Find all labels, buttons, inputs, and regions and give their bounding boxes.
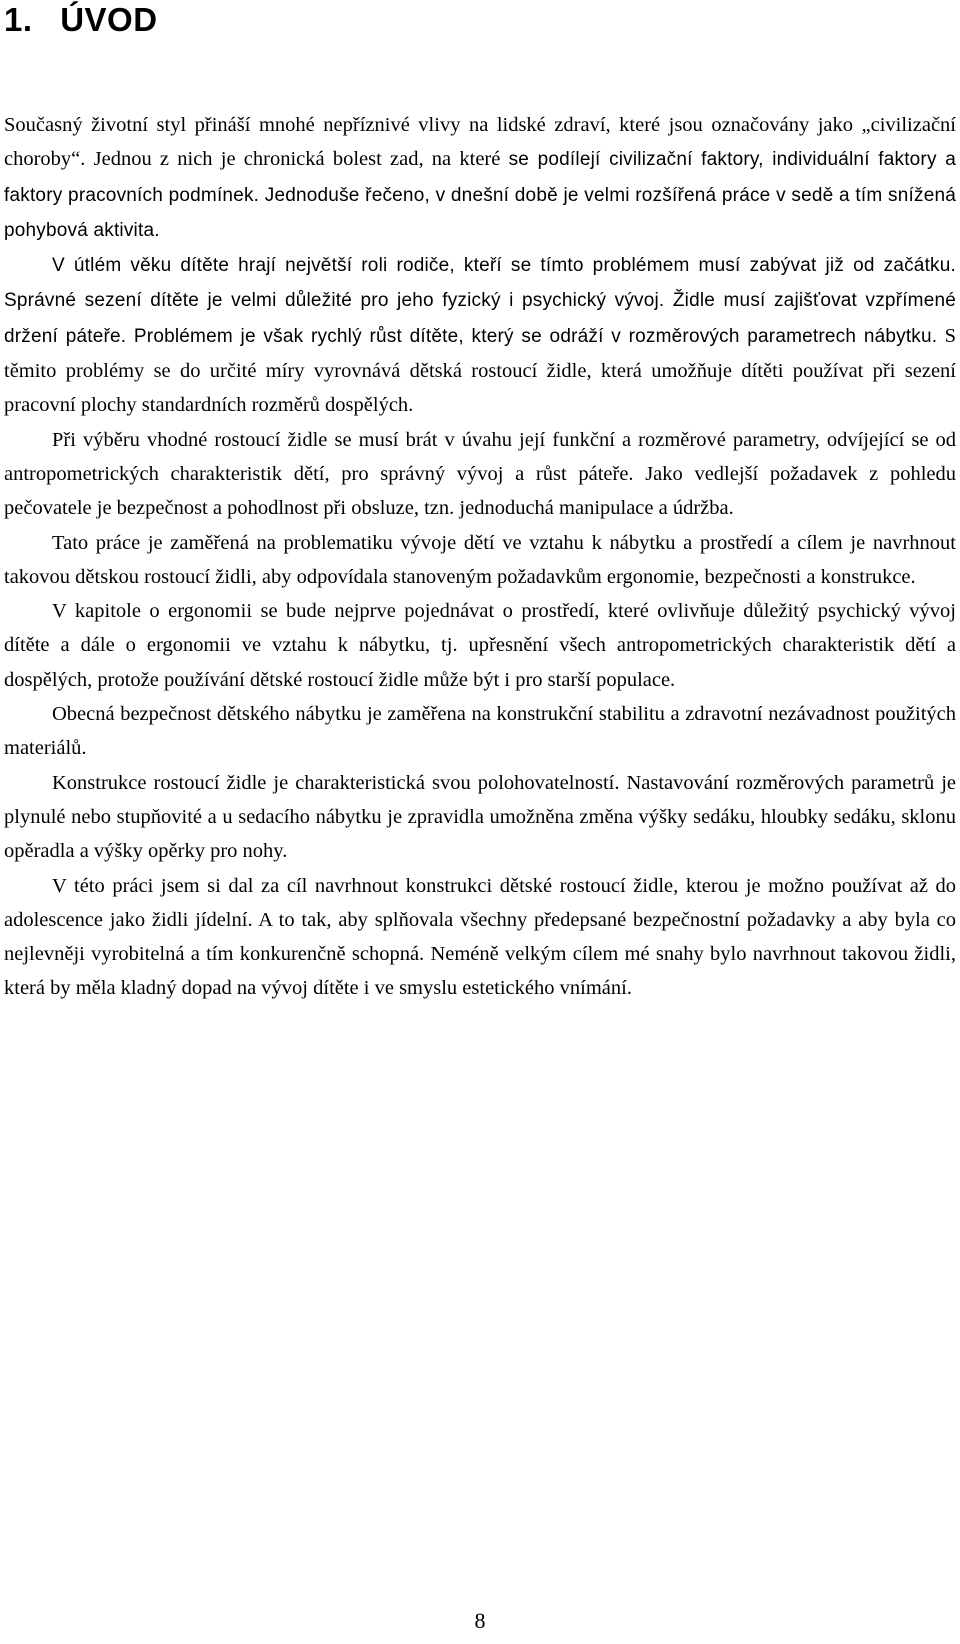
paragraph-text: se podílejí civilizační faktory, individuální faktory a faktory pracovních podmínek. Jednoduše řečeno, v dnešní době je velmi rozšířená práce v sedě a tím snížená pohybová aktivita. [4,149,957,241]
chapter-number: 1. [4,1,33,38]
paragraph [4,108,956,248]
paragraph [4,697,956,766]
paragraph [4,869,956,1006]
paragraph [4,766,956,869]
paragraph [4,248,956,422]
paragraph-text: Konstrukce rostoucí židle je charakteristická svou polohovatelností. Nastavování rozměrových parametrů je plynulé nebo stupňovité a u sedacího nábytku je zpravidla umožněna změna výšky sedáku, hloubky sedáku, sklonu opěradla a výšky opěrky pro nohy. [4,771,956,863]
chapter-title: ÚVOD [60,1,158,38]
paragraph-text: Současný životní styl přináší mnohé nepříznivé vlivy na lidské zdraví, které jsou označovány jako „civilizační choroby“. Jednou z nich je chronická bolest zad, na které [4,114,956,171]
paragraph-text: Obecná bezpečnost dětského nábytku je zaměřena na konstrukční stabilitu a zdravotní nezávadnost použitých materiálů. [4,703,956,760]
paragraph [4,423,956,526]
paragraph [4,594,956,697]
paragraph-text: V kapitole o ergonomii se bude nejprve pojednávat o prostředí, které ovlivňuje důležitý psychický vývoj dítěte a dále o ergonomii ve vztahu k nábytku, tj. upřesnění všech antropometrických charakteristik dětí a dospělých, protože používání dětské rostoucí židle může být i pro starší populace. [4,600,956,691]
paragraph [4,526,956,595]
body-text [4,108,956,1006]
paragraph-text: S těmito problémy se do určité míry vyrovnává dětská rostoucí židle, která umožňuje dítěti používat při sezení pracovní plochy standardních rozměrů dospělých. [4,324,956,417]
page-number: 8 [474,1608,486,1633]
paragraph-text: Tato práce je zaměřená na problematiku vývoje dětí ve vztahu k nábytku a prostředí a cílem je navrhnout takovou dětskou rostoucí židli, aby odpovídala stanoveným požadavkům ergonomie, bezpečnosti a konstrukce. [4,531,956,588]
paragraph-text: V této práci jsem si dal za cíl navrhnout konstrukci dětské rostoucí židle, kterou je možno používat až do adolescence jako židli jídelní. A to tak, aby splňovala všechny předepsané bezpečnostní požadavky a aby byla co nejlevněji vyrobitelná a tím konkurenčně schopná. Neméně velkým cílem mé snahy bylo navrhnout takovou židli, která by měla kladný dopad na vývoj dítěte i ve smyslu estetického vnímání. [4,874,956,1000]
paragraph-text: Při výběru vhodné rostoucí židle se musí brát v úvahu její funkční a rozměrové parametry, odvíjející se od antropometrických charakteristik dětí, pro správný vývoj a růst páteře. Jako vedlejší požadavek z pohledu pečovatele je bezpečnost a pohodlnost při obsluze, tzn. jednoduchá manipulace a údržba. [4,428,956,520]
paragraph-text: V útlém věku dítěte hrají největší roli rodiče, kteří se tímto problémem musí zabývat již od začátku. Správné sezení dítěte je velmi důležité pro jeho fyzický i psychický vývoj. Židle musí zajišťovat vzpřímené držení páteře. Problémem je však rychlý růst dítěte, který se odráží v rozměrových parametrech nábytku. [4,255,956,347]
chapter-heading [4,0,158,40]
